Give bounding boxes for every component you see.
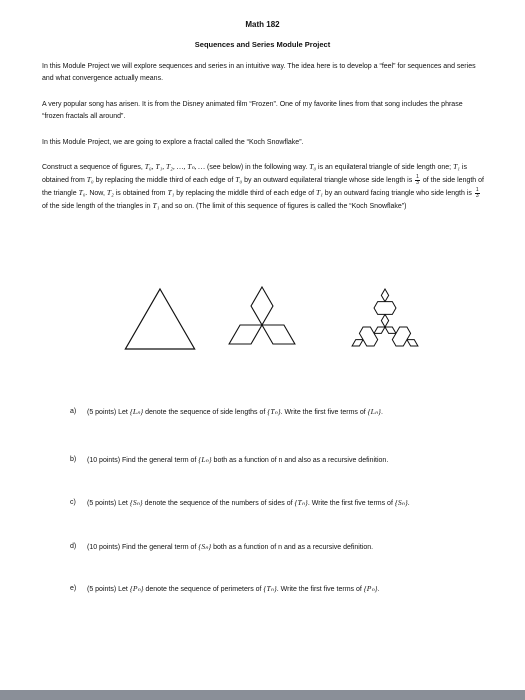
question-text: (10 points) Find the general term of {Lₙ} both as a function of n and also as a recursive definition. xyxy=(87,455,389,464)
question-text: (10 points) Find the general term of {Sₙ} both as a function of n and as a recursive definition. xyxy=(87,542,374,551)
koch-figure-t0 xyxy=(125,289,194,349)
intro-paragraph-1: In this Module Project we will explore sequences and series in an intuitive way. The idea here is to develop a “feel” for sequences and series and what convergence actually means. xyxy=(42,63,476,82)
koch-figure-t1 xyxy=(229,287,295,344)
project-title: Sequences and Series Module Project xyxy=(194,40,331,49)
question-label: e) xyxy=(70,585,77,592)
fraction-one-third: $\frac{1}{3}$ xyxy=(416,173,419,186)
intro-paragraph-3: In this Module Project, we are going to explore a fractal called the “Koch Snowflake”. xyxy=(42,139,304,146)
question-c xyxy=(70,497,490,510)
question-b xyxy=(70,454,490,467)
koch-figure-t2 xyxy=(352,289,418,346)
bottom-bar xyxy=(0,690,525,700)
question-a xyxy=(70,406,490,419)
koch-snowflake-figures xyxy=(0,275,525,375)
question-e xyxy=(70,583,490,596)
intro-paragraph-2: A very popular song has arisen. It is from the Disney animated film “Frozen”. One of my favorite lines from that song includes the phrase “frozen fractals all around”. xyxy=(42,101,463,120)
question-label: d) xyxy=(70,543,77,550)
question-label: c) xyxy=(70,499,76,506)
question-text: (5 points) Let {Pₙ} denote the sequence of perimeters of {Tₙ}. Write the first five terms of {Pₙ}. xyxy=(87,584,380,593)
construction-paragraph: Construct a sequence of figures, T₀, T₁, T₂, …, Tₙ, … (see below) in the following way. T₀ is an equilateral triangle of side length one; T₁ is obtained from T₀ by replacing the middle third of each edge of T₀ by an outward equilateral triangle whose side length is $\frac{1}{3}$ of the side length of the triangle T₀. Now, T₂ is obtained from T₁ by replacing the middle third of each edge of T₁ by an outward facing triangle who side length is $\frac{1}{3}$ of the side length of the triangles in T₁ and so on. (The limit of this sequence of figures is called the “Koch Snowflake”) xyxy=(42,162,484,210)
question-label: a) xyxy=(70,408,77,415)
question-text: (5 points) Let {Sₙ} denote the sequence of the numbers of sides of {Tₙ}. Write the first five terms of {Sₙ}. xyxy=(87,498,410,507)
course-heading: Math 182 xyxy=(245,20,280,29)
question-d xyxy=(70,541,490,554)
question-label: b) xyxy=(70,456,77,463)
fraction-one-third: $\frac{1}{3}$ xyxy=(475,186,479,199)
question-text: (5 points) Let {Lₙ} denote the sequence of side lengths of {Tₙ}. Write the first five terms of {Lₙ}. xyxy=(87,407,383,416)
